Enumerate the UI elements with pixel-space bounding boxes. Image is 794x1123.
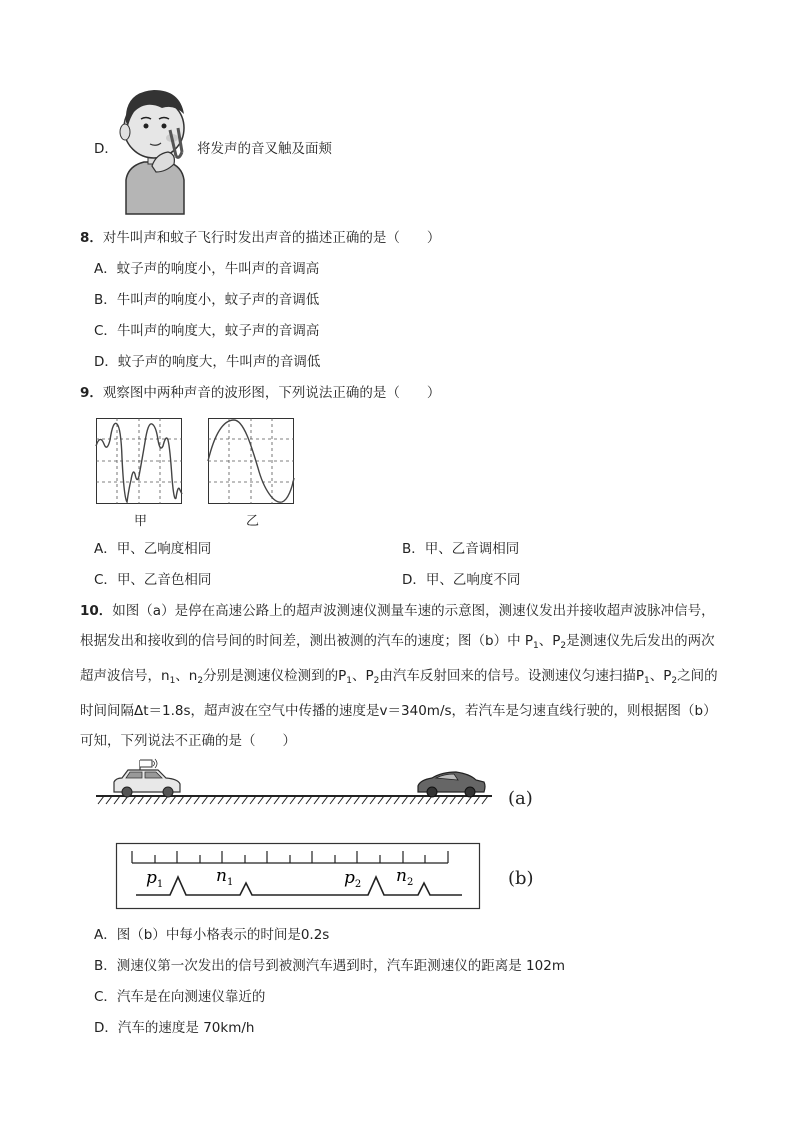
sports-car-icon <box>418 772 485 797</box>
q9-option-c: C．甲、乙音色相同 <box>94 572 212 588</box>
figure-a-road-cars <box>96 756 496 806</box>
speed-meter-car-icon <box>114 759 180 797</box>
label-n1: $n_1$ <box>216 866 234 888</box>
question-text: 观察图中两种声音的波形图，下列说法正确的是（ ） <box>102 385 441 401</box>
waveform-jia <box>96 418 182 504</box>
figure-a-label: (a) <box>508 788 533 809</box>
figure-b-label: (b) <box>508 868 534 889</box>
q8-option-c: C．牛叫声的响度大，蚊子声的音调高 <box>94 323 320 339</box>
option-letter: D． <box>94 141 118 157</box>
q9-option-b: B．甲、乙音调相同 <box>402 541 520 557</box>
q9-option-d: D．甲、乙响度不同 <box>402 572 521 588</box>
q10-option-d: D．汽车的速度是 70km/h <box>94 1020 255 1036</box>
label-p1: $p_1$ <box>146 868 164 890</box>
question-9-stem <box>80 384 440 402</box>
figure-b-scan-trace <box>116 843 480 909</box>
question-number: 8． <box>80 230 103 246</box>
option-text: 将发声的音叉触及面颊 <box>197 141 332 157</box>
question-number: 10． <box>80 603 113 619</box>
caption-jia: 甲 <box>134 514 148 529</box>
q10-option-b: B．测速仪第一次发出的信号到被测汽车遇到时，汽车距测速仪的距离是 102m <box>94 958 565 974</box>
caption-yi: 乙 <box>246 514 260 529</box>
q10-option-a: A．图（b）中每小格表示的时间是0.2s <box>94 927 330 943</box>
q8-option-b: B．牛叫声的响度小，蚊子声的音调低 <box>94 292 320 308</box>
label-n2: $n_2$ <box>396 866 414 888</box>
q8-option-a: A．蚊子声的响度小，牛叫声的音调高 <box>94 261 320 277</box>
q8-option-d: D．蚊子声的响度大，牛叫声的音调低 <box>94 354 321 370</box>
label-p2: $p_2$ <box>344 868 362 890</box>
question-number: 9． <box>80 385 103 401</box>
question-10-stem: 10．如图（a）是停在高速公路上的超声波测速仪测量车速的示意图，测速仪发出并接收超声波脉冲信号，根据发出和接收到的信号间的时间差，测出被测的汽车的速度；图（b）中 $P_1$、$P_2$是测速仪先后发出的两次超声波信号，$n_1$、$n_2$分别是测速仪检测到的$P_1$、$P_2$由汽车反射回来的信号。设测速仪匀速扫描$P_1$、$P_2$之间的时间间隔Δt＝1.8s，超声波在空气中传播的速度是v＝340m/s，若汽车是匀速直线行驶的，则根据图（b）可知，下列说法不正确的是（ ） <box>80 603 718 749</box>
question-8-stem <box>80 229 440 247</box>
q10-option-c: C．汽车是在向测速仪靠近的 <box>94 989 266 1005</box>
waveform-yi <box>208 418 294 504</box>
boy-tuning-fork-illustration <box>116 82 196 214</box>
question-text: 对牛叫声和蚊子飞行时发出声音的描述正确的是（ ） <box>102 230 441 246</box>
q9-option-a: A．甲、乙响度相同 <box>94 541 212 557</box>
